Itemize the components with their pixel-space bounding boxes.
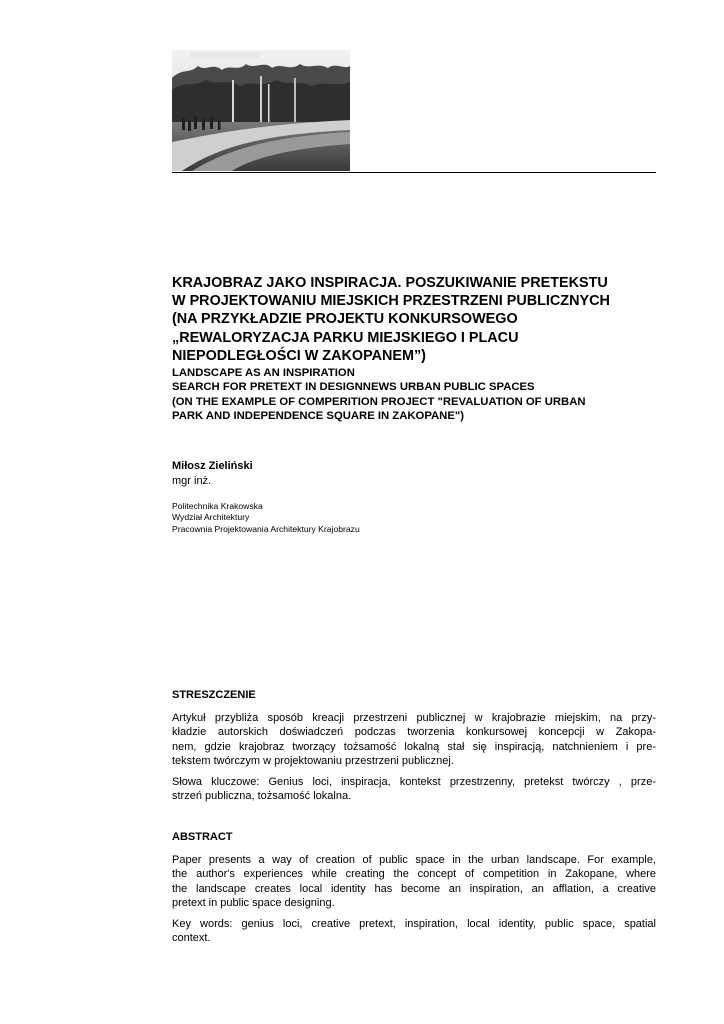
streszczenie-heading: STRESZCZENIE [172, 689, 256, 701]
streszczenie-line: Artykuł przybliża sposób kreacji przestrzeni publicznej w krajobrazie miejskim, na przy- [172, 712, 656, 724]
abstract-line: the author's experiences while creating the concept of competition in Zakopane, where [172, 868, 656, 881]
streszczenie-line: kładzie autorskich doświadczeń podczas tworzenia konkursowej koncepcji w Zakopa- [172, 726, 656, 739]
title-english-line: LANDSCAPE AS AN INSPIRATION [172, 367, 355, 379]
abstract-line: pretext in public space designing. [172, 896, 335, 909]
title-english-line: (ON THE EXAMPLE OF COMPERITION PROJECT "REVALUATION OF URBAN [172, 395, 586, 408]
title-polish-line: NIEPODLEGŁOŚCI W ZAKOPANEM”) [172, 347, 426, 364]
header-photo [172, 50, 350, 171]
park-landscape-photo-icon [172, 50, 350, 171]
affiliation-line: Pracownia Projektowania Architektury Krajobrazu [172, 523, 360, 534]
abstract-keywords-line: Key words: genius loci, creative pretext, inspiration, local identity, public space, spatial [172, 918, 656, 930]
title-polish [172, 274, 662, 365]
streszczenie-keywords-line: Słowa kluczowe: Genius loci, inspiracja, kontekst przestrzenny, pretekst twórczy , prze- [172, 776, 656, 788]
abstract-body [172, 853, 656, 910]
streszczenie-body [172, 711, 656, 768]
streszczenie-line: nem, gdzie krajobraz tworzący tożsamość lokalną stał się inspiracją, natchnieniem i pre- [172, 740, 656, 753]
abstract-keywords-line: context. [172, 932, 211, 945]
author-name: Miłosz Zieliński [172, 460, 253, 472]
streszczenie-keywords-line: strzeń publiczna, tożsamość lokalna. [172, 790, 352, 803]
title-polish-line: (NA PRZYKŁADZIE PROJEKTU KONKURSOWEGO [172, 311, 518, 328]
abstract-line: Paper presents a way of creation of public space in the urban landscape. For example, [172, 854, 656, 866]
streszczenie-keywords [172, 775, 656, 804]
title-english-line: PARK AND INDEPENDENCE SQUARE IN ZAKOPANE") [172, 410, 464, 423]
affiliation-line: Wydział Architektury [172, 512, 250, 523]
affiliation-block [172, 501, 662, 535]
header-rule [172, 172, 656, 173]
title-english-line: SEARCH FOR PRETEXT IN DESIGNNEWS URBAN PUBLIC SPACES [172, 381, 535, 394]
abstract-line: the landscape creates local identity has become an inspiration, an afflation, a creative [172, 882, 656, 895]
affiliation-line: Politechnika Krakowska [172, 501, 263, 511]
title-polish-line: KRAJOBRAZ JAKO INSPIRACJA. POSZUKIWANIE PRETEKSTU [172, 275, 608, 291]
title-english [172, 366, 662, 424]
author-block [172, 459, 662, 488]
streszczenie-line: tekstem twórczym w projektowaniu przestrzeni publicznej. [172, 754, 454, 767]
abstract-heading: ABSTRACT [172, 831, 233, 843]
title-polish-line: „REWALORYZACJA PARKU MIEJSKIEGO I PLACU [172, 329, 519, 346]
abstract-keywords [172, 917, 656, 946]
author-degree: mgr inż. [172, 474, 212, 487]
title-polish-line: W PROJEKTOWANIU MIEJSKICH PRZESTRZENI PUBLICZNYCH [172, 293, 610, 310]
